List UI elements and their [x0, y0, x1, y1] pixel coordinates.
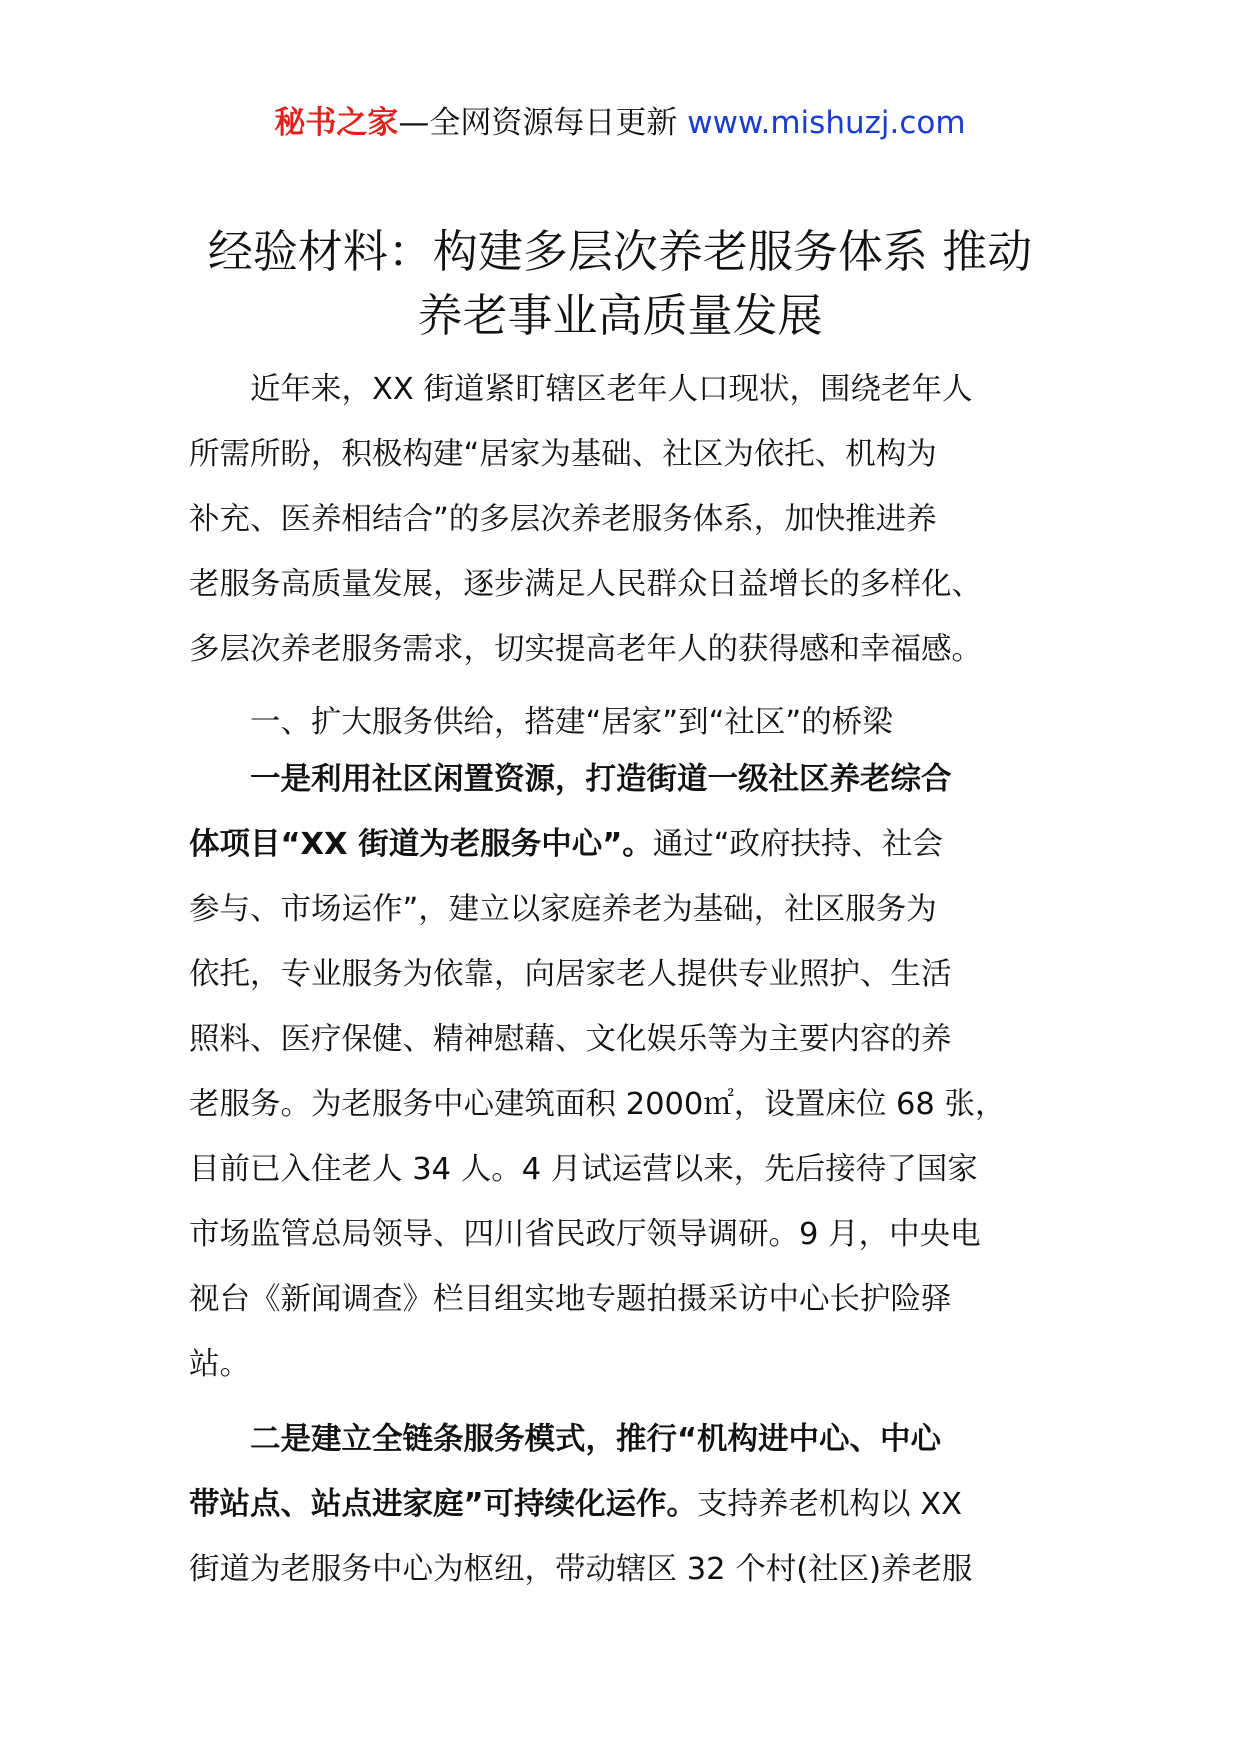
header-brand: 秘书之家 — [274, 105, 399, 141]
text-line: 照料、医疗保健、精神慰藉、文化娱乐等为主要内容的养 — [189, 1022, 952, 1057]
text-line: 近年来，XX 街道紧盯辖区老年人口现状，围绕老年人 — [250, 372, 973, 407]
text-line: 视台《新闻调查》栏目组实地专题拍摄采访中心长护险驿 — [189, 1282, 952, 1317]
paragraph-point-2 — [189, 1407, 1069, 1602]
section-heading-text: 一、扩大服务供给，搭建“居家”到“社区”的桥梁 — [250, 705, 893, 740]
text-line: 市场监管总局领导、四川省民政厅领导调研。9 月，中央电 — [189, 1217, 981, 1252]
text-line: 多层次养老服务需求，切实提高老年人的获得感和幸福感。 — [189, 632, 982, 667]
text-run: 通过“政府扶持、社会 — [652, 827, 944, 862]
text-line: 老服务。为老服务中心建筑面积 2000㎡，设置床位 68 张， — [189, 1087, 1006, 1122]
section-heading-1 — [189, 690, 1069, 755]
document-title — [150, 220, 1090, 348]
text-line: 参与、市场运作”，建立以家庭养老为基础，社区服务为 — [189, 892, 937, 927]
text-line: 目前已入住老人 34 人。4 月试运营以来，先后接待了国家 — [189, 1152, 978, 1187]
bold-lead-line: 带站点、站点进家庭”可持续化运作。 — [189, 1487, 698, 1522]
title-line-2: 养老事业高质量发展 — [417, 289, 823, 342]
text-line: 补充、医养相结合”的多层次养老服务体系，加快推进养 — [189, 502, 937, 537]
bold-lead-line: 一是利用社区闲置资源，打造街道一级社区养老综合 — [250, 762, 952, 797]
text-line: 老服务高质量发展，逐步满足人民群众日益增长的多样化、 — [189, 567, 982, 602]
document-body — [189, 357, 1069, 1602]
title-line-1: 经验材料：构建多层次养老服务体系 推动 — [207, 225, 1033, 278]
bold-lead-line: 二是建立全链条服务模式，推行“机构进中心、中心 — [250, 1422, 942, 1457]
text-line: 站。 — [189, 1347, 250, 1382]
header-tagline: —全网资源每日更新 — [398, 105, 688, 141]
page-header — [0, 98, 1240, 148]
text-line: 所需所盼，积极构建“居家为基础、社区为依托、机构为 — [189, 437, 937, 472]
bold-lead-line: 体项目“XX 街道为老服务中心”。 — [189, 827, 653, 862]
text-line: 街道为老服务中心为枢纽，带动辖区 32 个村(社区)养老服 — [189, 1552, 973, 1587]
text-run: 支持养老机构以 XX — [697, 1487, 963, 1522]
paragraph-point-1 — [189, 747, 1069, 1397]
header-url[interactable]: www.mishuzj.com — [687, 105, 966, 141]
paragraph-intro — [189, 357, 1069, 682]
text-line: 依托，专业服务为依靠，向居家老人提供专业照护、生活 — [189, 957, 952, 992]
